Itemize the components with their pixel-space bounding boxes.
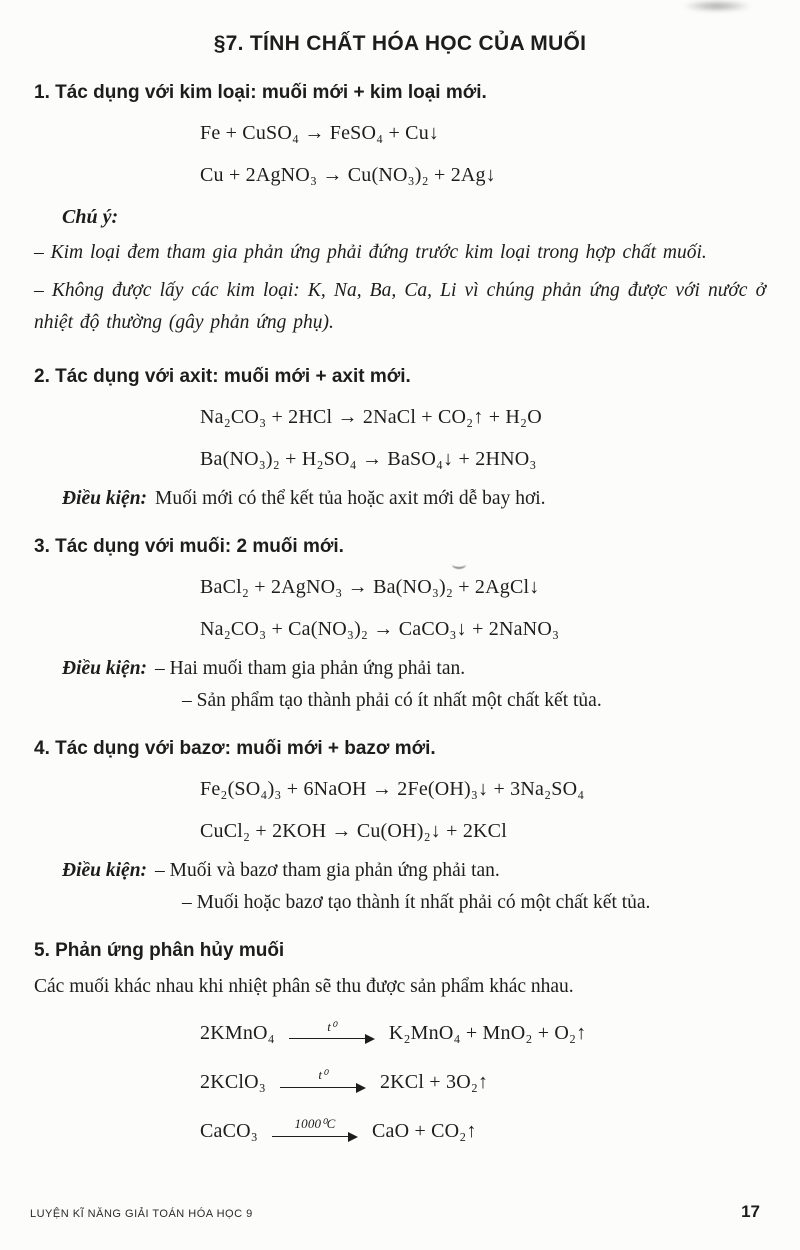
reaction-condition: 1000⁰C	[294, 1116, 336, 1132]
products: K₂MnO₄ + MnO₂ + O₂↑	[388, 1022, 587, 1045]
footer-book-title: LUYỆN KĨ NĂNG GIẢI TOÁN HÓA HỌC 9	[30, 1208, 253, 1220]
condition-line	[34, 488, 766, 510]
reaction-arrow	[280, 1068, 366, 1093]
arrow-icon	[272, 1132, 358, 1142]
section-2-heading: 2. Tác dụng với axit: muối mới + axit mới.	[34, 365, 411, 387]
chemical-equation: Cu + 2AgNO₃ → Cu(NO₃)₂ + 2Ag↓	[200, 164, 496, 186]
note-line: – Không được lấy các kim loại: K, Na, Ba, Ca, Li vì chúng phản ứng được với nước ở nhiệt độ thường (gây phản ứng phụ).	[34, 280, 766, 334]
section-base	[34, 738, 766, 914]
section-acid	[34, 366, 766, 510]
condition-line	[34, 860, 766, 882]
page-footer	[30, 1202, 760, 1222]
section-decomposition	[34, 940, 766, 1145]
section-5-heading: 5. Phản ứng phân hủy muối	[34, 939, 285, 961]
products: 2KCl + 3O₂↑	[379, 1071, 489, 1094]
chemical-equation: Fe₂(SO₄)₃ + 6NaOH → 2Fe(OH)₃↓ + 3Na₂SO₄	[200, 777, 585, 800]
section-metal	[34, 82, 766, 340]
page-title: §7. TÍNH CHẤT HÓA HỌC CỦA MUỐI	[213, 32, 587, 55]
reaction-arrow	[289, 1020, 375, 1045]
reaction-arrow	[272, 1117, 358, 1142]
condition-label: Điều kiện:	[62, 859, 148, 881]
note-label: Chú ý:	[62, 206, 119, 228]
condition-line: – Sản phẩm tạo thành phải có ít nhất một chất kết tủa.	[182, 689, 602, 711]
condition-text: – Muối và bazơ tham gia phản ứng phải tan.	[155, 859, 500, 881]
decomposition-equation	[34, 1116, 766, 1144]
arrow-icon	[289, 1034, 375, 1044]
chemical-equation: CuCl₂ + 2KOH → Cu(OH)₂↓ + 2KCl	[200, 819, 507, 842]
chemical-equation: Ba(NO₃)₂ + H₂SO₄ → BaSO₄↓ + 2HNO₃	[200, 447, 537, 470]
reaction-condition: t⁰	[318, 1067, 328, 1083]
section-3-heading: 3. Tác dụng với muối: 2 muối mới.	[34, 535, 344, 557]
products: CaO + CO₂↑	[371, 1120, 477, 1143]
note-line: – Kim loại đem tham gia phản ứng phải đứng trước kim loại trong hợp chất muối.	[34, 242, 707, 263]
arrow-icon	[280, 1083, 366, 1093]
condition-label: Điều kiện:	[62, 657, 148, 679]
condition-line: – Muối hoặc bazơ tạo thành ít nhất phải có một chất kết tủa.	[182, 891, 651, 913]
section-salt	[34, 536, 766, 712]
section-1-heading: 1. Tác dụng với kim loại: muối mới + kim loại mới.	[34, 82, 487, 103]
page-number: 17	[741, 1202, 760, 1221]
reaction-condition: t⁰	[327, 1018, 337, 1034]
condition-text: – Hai muối tham gia phản ứng phải tan.	[155, 657, 466, 679]
chemical-equation: BaCl₂ + 2AgNO₃ → Ba(NO₃)₂ + 2AgCl↓	[200, 575, 540, 598]
chemical-equation: Fe + CuSO₄ → FeSO₄ + Cu↓	[200, 122, 440, 144]
reactant: 2KClO₃	[200, 1071, 266, 1094]
reactant: 2KMnO₄	[200, 1022, 275, 1045]
reactant: CaCO₃	[200, 1120, 258, 1143]
decomposition-equation	[34, 1018, 766, 1047]
chemical-equation: Na₂CO₃ + 2HCl → 2NaCl + CO₂↑ + H₂O	[200, 405, 542, 428]
section-4-heading: 4. Tác dụng với bazơ: muối mới + bazơ mới.	[34, 737, 436, 759]
condition-text: Muối mới có thể kết tủa hoặc axit mới dễ bay hơi.	[155, 487, 546, 509]
condition-line	[34, 658, 766, 680]
condition-label: Điều kiện:	[62, 487, 148, 509]
chemical-equation: Na₂CO₃ + Ca(NO₃)₂ → CaCO₃↓ + 2NaNO₃	[200, 617, 560, 640]
decomposition-equation	[34, 1067, 766, 1095]
section-5-intro: Các muối khác nhau khi nhiệt phân sẽ thu được sản phẩm khác nhau.	[34, 975, 574, 997]
